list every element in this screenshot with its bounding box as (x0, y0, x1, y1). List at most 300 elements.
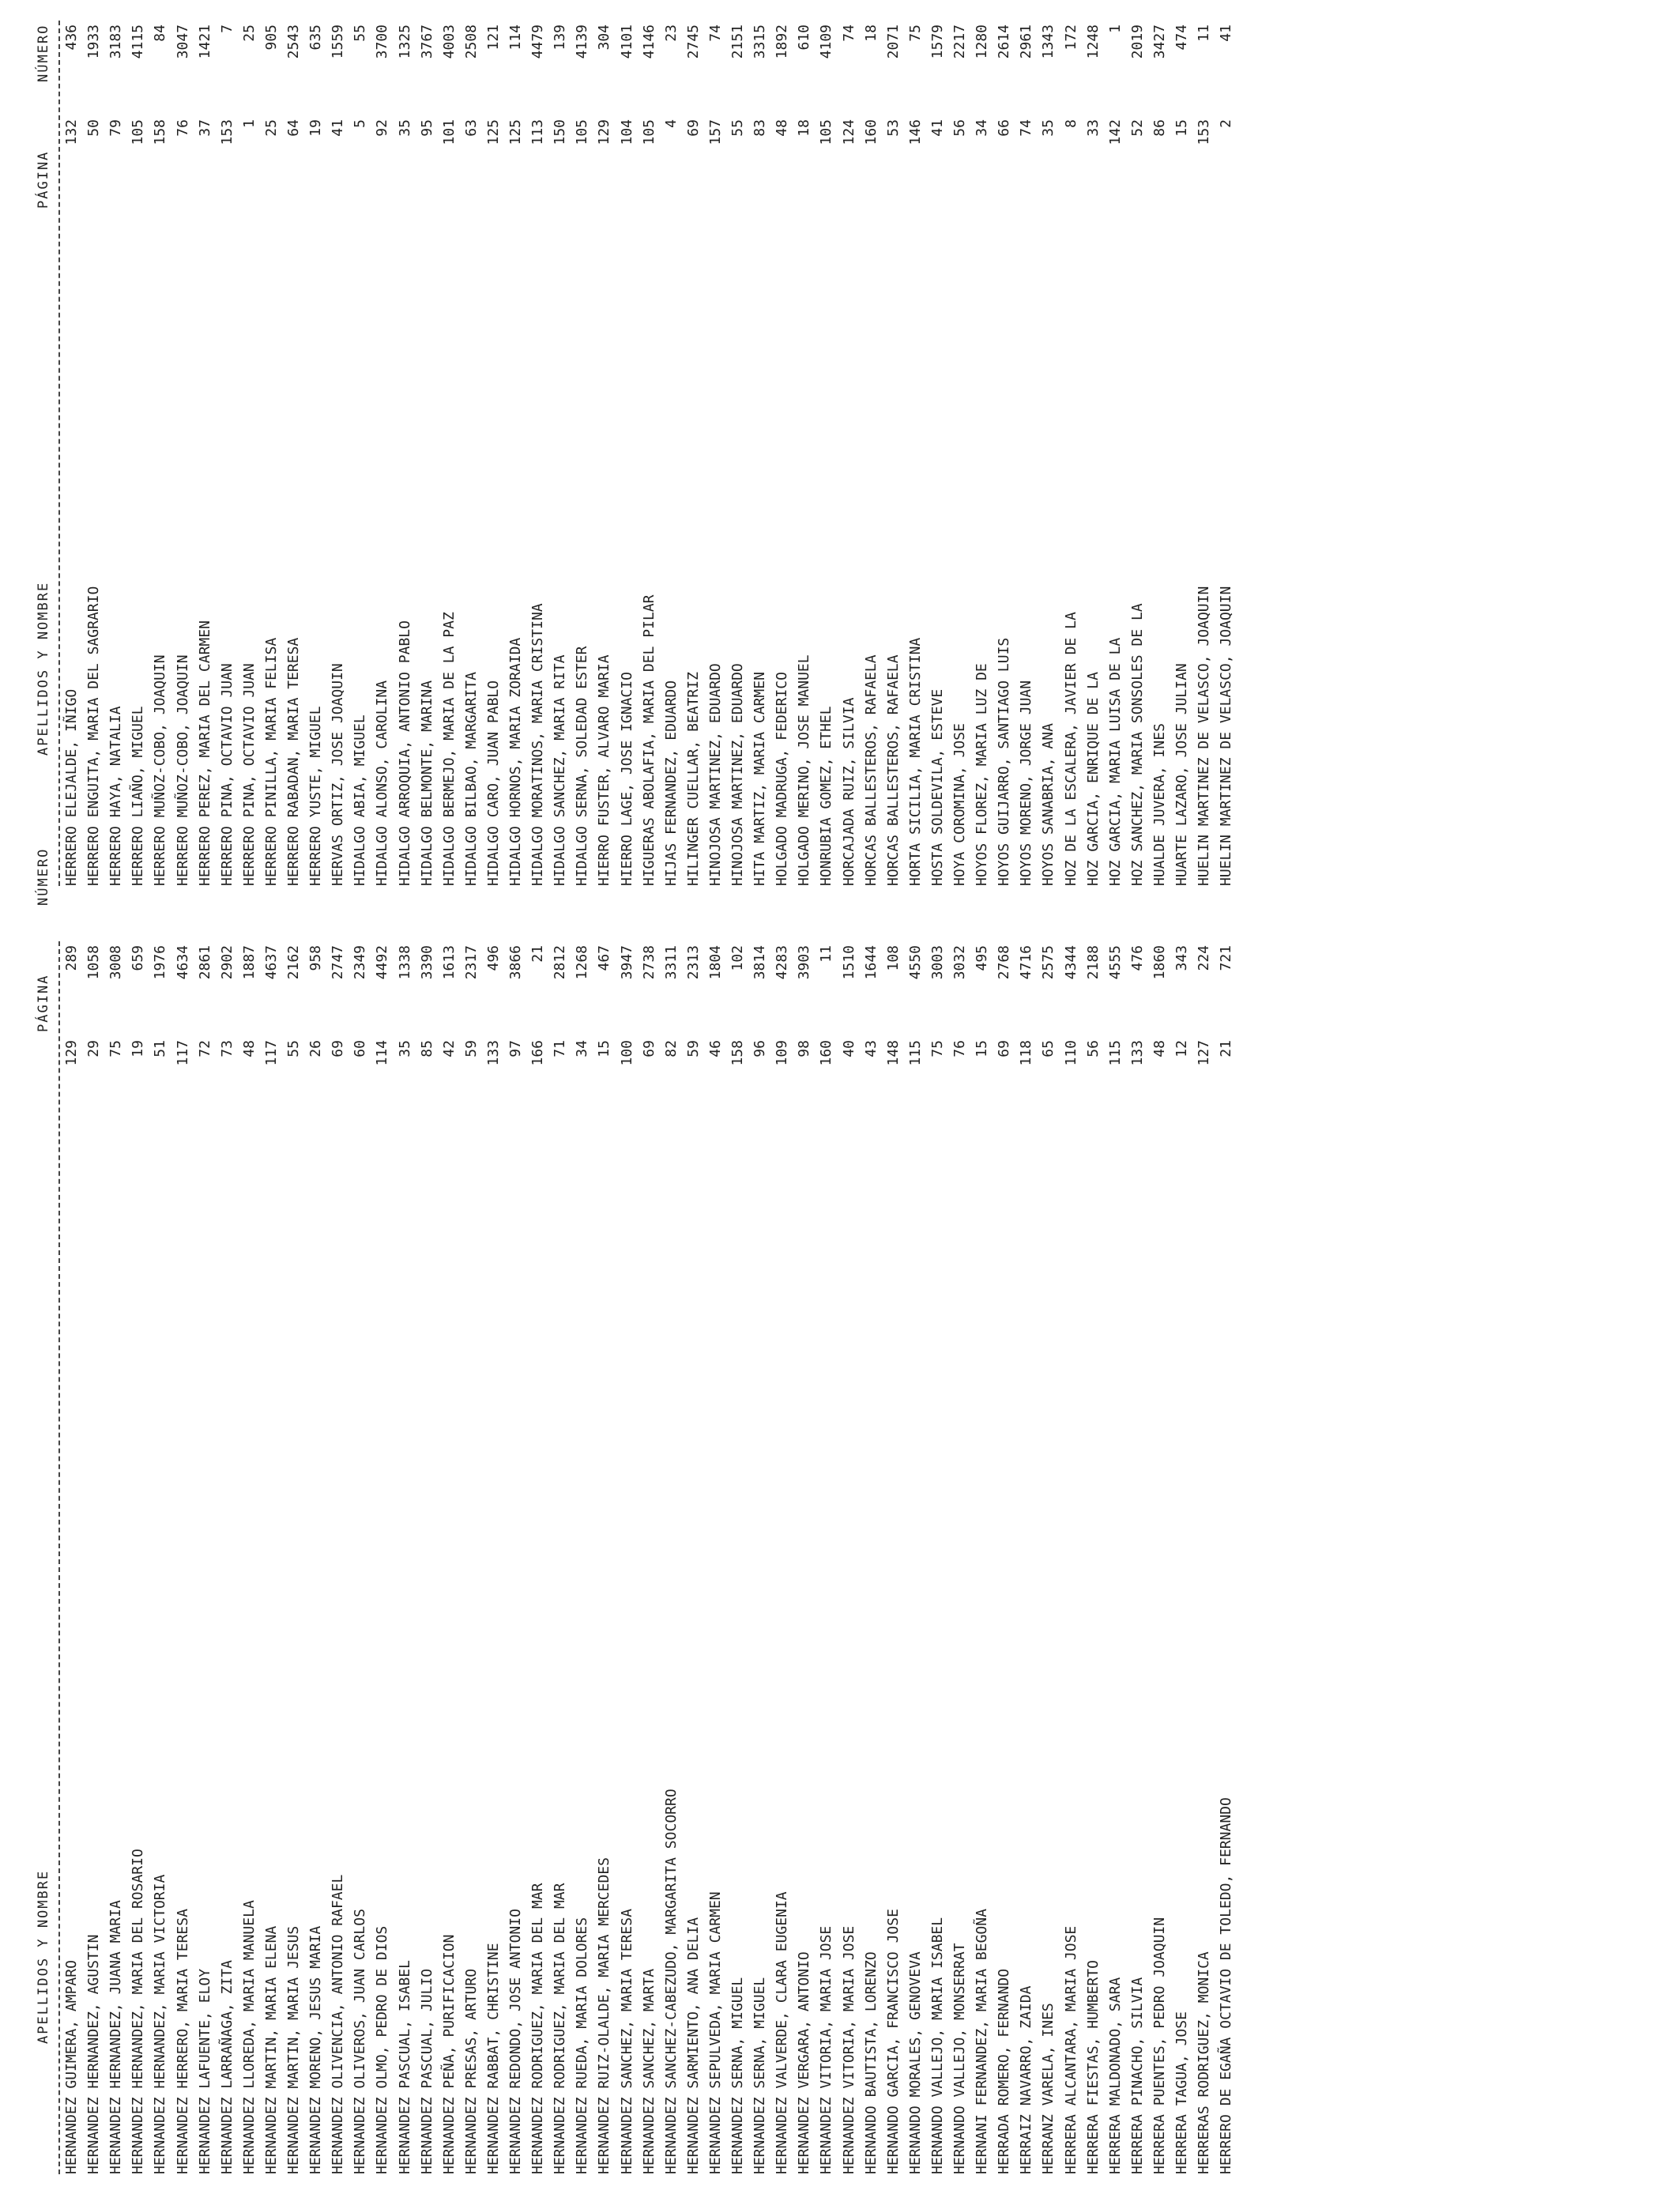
entry-page: 4 (662, 119, 680, 128)
entry-page: 157 (706, 119, 724, 145)
entry-page: 75 (107, 1040, 125, 1057)
entry-row (1063, 21, 1085, 886)
entry-row (107, 21, 130, 886)
entry-number: 3866 (507, 945, 524, 980)
entry-name: HERRERO PINA, OCTAVIO JUAN (218, 663, 235, 886)
entry-page: 55 (285, 1040, 302, 1057)
entry-page: 101 (440, 119, 458, 145)
entry-number: 2019 (1128, 25, 1146, 59)
entry-number: 436 (63, 25, 80, 51)
entry-row (1107, 941, 1129, 2174)
entry-number: 1804 (706, 945, 724, 980)
entry-number: 4555 (1106, 945, 1124, 980)
entry-number: 1887 (240, 945, 258, 980)
entry-row (707, 941, 729, 2174)
entry-page: 86 (1151, 119, 1168, 137)
entry-row (307, 941, 330, 2174)
entry-number: 343 (1173, 945, 1190, 971)
entry-page: 35 (396, 1040, 413, 1057)
entry-name: HIERRO FUSTER, ALVARO MARIA (596, 654, 613, 886)
entry-number: 4492 (374, 945, 391, 980)
entry-name: HIDALGO ABIA, MIGUEL (352, 714, 369, 886)
entry-name: HERNANDEZ SERNA, MIGUEL (751, 1977, 769, 2174)
entry-number: 3700 (374, 25, 391, 59)
entry-row (796, 941, 818, 2174)
entry-row (1040, 21, 1062, 886)
entry-page: 166 (529, 1040, 547, 1066)
entry-number: 495 (974, 945, 991, 971)
entry-name: HERRERO YUSTE, MIGUEL (307, 706, 325, 886)
entry-page: 160 (862, 119, 880, 145)
entry-name: HIDALGO SERNA, SOLEDAD ESTER (574, 646, 591, 886)
entry-page: 92 (374, 119, 391, 137)
entry-page: 129 (63, 1040, 80, 1066)
entry-row (219, 941, 241, 2174)
entry-page: 125 (484, 119, 502, 145)
entry-page: 66 (996, 119, 1013, 137)
entry-row (241, 21, 263, 886)
entry-row (307, 21, 330, 886)
entry-page: 19 (130, 1040, 147, 1057)
entry-page: 37 (196, 119, 213, 137)
entry-name: HOYOS GUIJARRO, SANTIAGO LUIS (996, 637, 1013, 886)
entry-name: HOYOS FLOREZ, MARIA LUZ DE (974, 663, 991, 886)
entry-number: 635 (307, 25, 325, 51)
entry-number: 2508 (462, 25, 480, 59)
entry-name: HIDALGO ALONSO, CAROLINA (374, 680, 391, 886)
entry-row (619, 941, 641, 2174)
entry-row (285, 21, 307, 886)
entry-page: 117 (174, 1040, 191, 1066)
entry-row (1151, 941, 1173, 2174)
entry-page: 75 (929, 1040, 946, 1057)
entry-page: 46 (706, 1040, 724, 1057)
entry-row (885, 941, 907, 2174)
entry-row (663, 21, 685, 886)
entry-row (1018, 941, 1040, 2174)
entry-name: HERRERO DE EGAÑA OCTAVIO DE TOLEDO, FERNANDO (1218, 1797, 1235, 2174)
entry-number: 108 (884, 945, 902, 971)
entry-page: 115 (906, 1040, 924, 1066)
entry-page: 105 (130, 119, 147, 145)
entry-number: 74 (840, 25, 857, 42)
entry-page: 1 (240, 119, 258, 128)
entry-name: HERNANDEZ VITORIA, MARIA JOSE (840, 1925, 857, 2174)
entry-name: HIDALGO BILBAO, MARGARITA (462, 672, 480, 886)
entry-row (485, 941, 507, 2174)
entry-name: HIDALGO BELMONTE, MARINA (418, 680, 435, 886)
entry-row (85, 21, 107, 886)
entry-number: 4637 (262, 945, 280, 980)
entry-row (529, 941, 552, 2174)
entry-name: HERNANDEZ RUIZ-OLALDE, MARIA MERCEDES (596, 1857, 613, 2174)
entry-number: 2745 (684, 25, 702, 59)
entry-row (419, 21, 441, 886)
entry-number: 23 (662, 25, 680, 42)
entry-number: 2151 (729, 25, 746, 59)
entry-name: HERNANDEZ REDONDO, JOSE ANTONIO (507, 1909, 524, 2174)
entry-page: 63 (462, 119, 480, 137)
entry-row (197, 21, 219, 886)
entry-name: HINOJOSA MARTINEZ, EDUARDO (729, 663, 746, 886)
entry-row (996, 941, 1018, 2174)
entry-page: 15 (1173, 119, 1190, 137)
entry-name: HIDALGO MORATINOS, MARIA CRISTINA (529, 603, 547, 886)
entry-page: 158 (152, 119, 169, 145)
entry-number: 84 (152, 25, 169, 42)
entry-page: 25 (262, 119, 280, 137)
entry-row (374, 21, 396, 886)
entry-name: HOYOS MORENO, JORGE JUAN (1018, 680, 1035, 886)
entry-page: 105 (640, 119, 657, 145)
entry-page: 109 (774, 1040, 791, 1066)
entry-number: 2747 (330, 945, 347, 980)
entry-name: HERRERO RABADAN, MARIA TERESA (285, 637, 302, 886)
entry-name: HERNANDEZ VALVERDE, CLARA EUGENIA (774, 1891, 791, 2174)
entry-name: HERRERA TAGUA, JOSE (1173, 2011, 1190, 2174)
entry-number: 1268 (574, 945, 591, 980)
entry-page: 76 (174, 119, 191, 137)
entry-row (107, 941, 130, 2174)
entry-row (85, 941, 107, 2174)
entry-number: 1343 (1040, 25, 1057, 59)
entry-number: 2575 (1040, 945, 1057, 980)
entry-name: HERRERA MALDONADO, SARA (1106, 1977, 1124, 2174)
entry-number: 1933 (85, 25, 103, 59)
entry-row (1040, 941, 1062, 2174)
entry-name: HERNANDEZ RODRIGUEZ, MARIA DEL MAR (529, 1883, 547, 2174)
entry-name: HILINGER CUELLAR, BEATRIZ (684, 672, 702, 886)
entry-number: 610 (796, 25, 813, 51)
entry-page: 26 (307, 1040, 325, 1057)
entry-page: 40 (840, 1040, 857, 1057)
entry-page: 41 (929, 119, 946, 137)
entry-page: 48 (774, 119, 791, 137)
entry-number: 2614 (996, 25, 1013, 59)
entry-number: 2317 (462, 945, 480, 980)
entry-name: HERRERO PEREZ, MARIA DEL CARMEN (196, 620, 213, 886)
entry-number: 41 (1218, 25, 1235, 42)
entry-name: HERNANDEZ SEPULVEDA, MARIA CARMEN (706, 1891, 724, 2174)
entry-number: 224 (1196, 945, 1213, 971)
entry-number: 4550 (906, 945, 924, 980)
entry-row (974, 21, 996, 886)
entry-row (1085, 941, 1107, 2174)
entry-name: HERRERA FIESTAS, HUMBERTO (1084, 1960, 1102, 2174)
entry-page: 153 (1196, 119, 1213, 145)
entry-name: HERNANDEZ OLIVENCIA, ANTONIO RAFAEL (330, 1874, 347, 2174)
entry-name: HERNANDEZ MORENO, JESUS MARIA (307, 1925, 325, 2174)
entry-name: HERNANI FERNANDEZ, MARIA BEGOÑA (974, 1909, 991, 2174)
entry-row (63, 21, 85, 886)
entry-name: HERNANDO VALLEJO, MARIA ISABEL (929, 1917, 946, 2174)
entry-name: HERNANDEZ SARMIENTO, ANA DELIA (684, 1917, 702, 2174)
entry-name: HOLGADO MADRUGA, FEDERICO (774, 672, 791, 886)
entry-number: 2162 (285, 945, 302, 980)
entry-page: 96 (751, 1040, 769, 1057)
entry-number: 21 (529, 945, 547, 963)
entry-row (263, 21, 285, 886)
entry-number: 2861 (196, 945, 213, 980)
entry-row (818, 21, 840, 886)
entry-name: HIGUERAS ABOLAFIA, MARIA DEL PILAR (640, 594, 657, 886)
entry-number: 4146 (640, 25, 657, 59)
entry-page: 43 (862, 1040, 880, 1057)
entry-name: HERNANDEZ HERNANDEZ, AGUSTIN (85, 1934, 103, 2174)
left-header-number: NÚMERO (36, 847, 51, 906)
entry-name: HOLGADO MERINO, JOSE MANUEL (796, 654, 813, 886)
entry-name: HIERRO LAGE, JOSE IGNACIO (618, 672, 635, 886)
entry-page: 33 (1084, 119, 1102, 137)
entry-page: 65 (1040, 1040, 1057, 1057)
entry-row (529, 21, 552, 886)
entry-name: HERNANDEZ SANCHEZ-CABEZUDO, MARGARITA SOCORRO (662, 1789, 680, 2174)
entry-row (507, 21, 529, 886)
entry-number: 139 (552, 25, 569, 51)
entry-number: 4479 (529, 25, 547, 59)
entry-row (929, 21, 951, 886)
entry-page: 129 (596, 119, 613, 145)
entry-name: HERNANDO MORALES, GENOVEVA (906, 1951, 924, 2174)
right-header-number: NÚMERO (36, 24, 51, 82)
entry-name: HIDALGO BERMEJO, MARIA DE LA PAZ (440, 612, 458, 886)
entry-number: 3767 (418, 25, 435, 59)
entry-number: 1613 (440, 945, 458, 980)
entry-name: HERNANDEZ RODRIGUEZ, MARIA DEL MAR (552, 1883, 569, 2174)
entry-row (1129, 21, 1151, 886)
entry-row (619, 21, 641, 886)
entry-page: 18 (796, 119, 813, 137)
entry-number: 659 (130, 945, 147, 971)
entry-number: 1058 (85, 945, 103, 980)
entry-page: 59 (462, 1040, 480, 1057)
entry-name: HUALDE JUVERA, INES (1151, 723, 1168, 886)
entry-page: 72 (196, 1040, 213, 1057)
entry-row (1129, 941, 1151, 2174)
entry-row (774, 21, 796, 886)
entry-row (352, 21, 374, 886)
entry-number: 3311 (662, 945, 680, 980)
entry-name: HOYA COROMINA, JOSE (951, 723, 968, 886)
entry-row (796, 21, 818, 886)
entry-row (552, 21, 574, 886)
entry-number: 114 (507, 25, 524, 51)
entry-name: HERNANDEZ SERNA, MIGUEL (729, 1977, 746, 2174)
entry-number: 1248 (1084, 25, 1102, 59)
entry-number: 121 (484, 25, 502, 51)
entry-row (863, 21, 885, 886)
entry-number: 1338 (396, 945, 413, 980)
entry-row (841, 21, 863, 886)
entry-page: 124 (840, 119, 857, 145)
entry-number: 2738 (640, 945, 657, 980)
entry-row (130, 21, 152, 886)
entry-number: 4139 (574, 25, 591, 59)
entry-number: 4283 (774, 945, 791, 980)
entry-number: 3814 (751, 945, 769, 980)
entry-page: 132 (63, 119, 80, 145)
entry-number: 3390 (418, 945, 435, 980)
entry-number: 4101 (618, 25, 635, 59)
entry-page: 83 (751, 119, 769, 137)
entry-name: HERNANDEZ MARTIN, MARIA ELENA (262, 1925, 280, 2174)
entry-number: 4716 (1018, 945, 1035, 980)
right-header-page: PÁGINA (36, 150, 51, 209)
entry-row (841, 941, 863, 2174)
entry-name: HERRANZ VARELA, INES (1040, 2003, 1057, 2174)
entry-page: 60 (352, 1040, 369, 1057)
entry-row (663, 941, 685, 2174)
entry-row (285, 941, 307, 2174)
entry-name: HERVAS ORTIZ, JOSE JOAQUIN (330, 663, 347, 886)
entry-number: 11 (818, 945, 835, 963)
entry-row (63, 941, 85, 2174)
entry-number: 1892 (774, 25, 791, 59)
entry-number: 1 (1106, 25, 1124, 33)
entry-page: 56 (951, 119, 968, 137)
entry-name: HERRERO LIAÑO, MIGUEL (130, 706, 147, 886)
entry-page: 69 (996, 1040, 1013, 1057)
entry-name: HORCAS BALLESTEROS, RAFAELA (884, 654, 902, 886)
entry-number: 4634 (174, 945, 191, 980)
entry-page: 95 (418, 119, 435, 137)
entry-number: 304 (596, 25, 613, 51)
entry-page: 127 (1196, 1040, 1213, 1066)
entry-name: HERRERO ELEJALDE, IÑIGO (63, 688, 80, 886)
entry-number: 74 (706, 25, 724, 42)
entry-page: 69 (640, 1040, 657, 1057)
left-header-name: APELLIDOS Y NOMBRE (36, 1869, 51, 2044)
entry-page: 160 (818, 1040, 835, 1066)
entry-page: 71 (552, 1040, 569, 1057)
entry-page: 100 (618, 1040, 635, 1066)
entry-row (641, 941, 663, 2174)
entry-name: HORCAS BALLESTEROS, RAFAELA (862, 654, 880, 886)
entry-row (241, 941, 263, 2174)
entry-number: 467 (596, 945, 613, 971)
entry-page: 117 (262, 1040, 280, 1066)
entry-name: HERRERO MUÑOZ-COBO, JOAQUIN (174, 654, 191, 886)
entry-number: 2961 (1018, 25, 1035, 59)
entry-number: 3183 (107, 25, 125, 59)
entry-row (175, 21, 197, 886)
entry-name: HERNANDEZ HERNANDEZ, MARIA VICTORIA (152, 1874, 169, 2174)
entry-page: 113 (529, 119, 547, 145)
entry-page: 69 (684, 119, 702, 137)
entry-row (596, 941, 618, 2174)
entry-page: 110 (1062, 1040, 1079, 1066)
entry-name: HOSTA SOLDEVILA, ESTEVE (929, 688, 946, 886)
entry-row (1173, 941, 1196, 2174)
entry-row (463, 21, 485, 886)
entry-page: 2 (1218, 119, 1235, 128)
entry-name: HIDALGO CARO, JUAN PABLO (484, 680, 502, 886)
entry-row (552, 941, 574, 2174)
entry-page: 41 (330, 119, 347, 137)
entry-row (1151, 21, 1173, 886)
entry-name: HIDALGO HORNOS, MARIA ZORAIDA (507, 637, 524, 886)
entry-row (197, 941, 219, 2174)
entry-row (397, 21, 419, 886)
entry-name: HERNANDEZ RUEDA, MARIA DOLORES (574, 1917, 591, 2174)
entry-name: HERNANDEZ LLOREDA, MARIA MANUELA (240, 1900, 258, 2174)
entry-row (397, 941, 419, 2174)
entry-row (641, 21, 663, 886)
entry-number: 4115 (130, 25, 147, 59)
entry-page: 50 (85, 119, 103, 137)
entry-name: HERNANDEZ PEÑA, PURIFICACION (440, 1934, 458, 2174)
entry-row (152, 21, 174, 886)
entry-row (907, 941, 929, 2174)
entry-name: HERNANDEZ HERRERO, MARIA TERESA (174, 1909, 191, 2174)
entry-page: 158 (729, 1040, 746, 1066)
entry-number: 1860 (1151, 945, 1168, 980)
entry-name: HERNANDEZ OLIVEROS, JUAN CARLOS (352, 1909, 369, 2174)
entry-number: 2902 (218, 945, 235, 980)
entry-name: HERNANDEZ HERNANDEZ, MARIA DEL ROSARIO (130, 1849, 147, 2174)
entry-page: 114 (374, 1040, 391, 1066)
entry-name: HERRERO HAYA, NATALIA (107, 706, 125, 886)
entry-row (707, 21, 729, 886)
entry-number: 3003 (929, 945, 946, 980)
entry-number: 3008 (107, 945, 125, 980)
entry-page: 133 (484, 1040, 502, 1066)
entry-name: HERRAIZ NAVARRO, ZAIDA (1018, 1985, 1035, 2174)
entry-number: 4344 (1062, 945, 1079, 980)
entry-row (419, 941, 441, 2174)
entry-row (907, 21, 929, 886)
entry-row (929, 941, 951, 2174)
entry-row (374, 941, 396, 2174)
entry-row (885, 21, 907, 886)
entry-row (818, 941, 840, 2174)
entry-name: HERNANDO VALLEJO, MONSERRAT (951, 1943, 968, 2174)
entry-name: HOZ GARCIA, ENRIQUE DE LA (1084, 672, 1102, 886)
entry-row (574, 21, 596, 886)
entry-number: 3315 (751, 25, 769, 59)
entry-page: 85 (418, 1040, 435, 1057)
entry-row (1196, 21, 1218, 886)
entry-name: HITA MARTIZ, MARIA CARMEN (751, 672, 769, 886)
entry-page: 12 (1173, 1040, 1190, 1057)
entry-name: HINOJOSA MARTINEZ, EDUARDO (706, 663, 724, 886)
entry-number: 2188 (1084, 945, 1102, 980)
entry-number: 55 (352, 25, 369, 42)
entry-name: HIDALGO SANCHEZ, MARIA RITA (552, 654, 569, 886)
entry-row (1107, 21, 1129, 886)
entry-number: 2543 (285, 25, 302, 59)
entry-row (263, 941, 285, 2174)
entry-row (951, 21, 974, 886)
entry-row (441, 21, 463, 886)
entry-page: 55 (729, 119, 746, 137)
entry-row (574, 941, 596, 2174)
entry-name: HERNANDEZ GUIMERA, AMPARO (63, 1960, 80, 2174)
entry-name: HERNANDEZ LARRAÑAGA, ZITA (218, 1960, 235, 2174)
entry-page: 42 (440, 1040, 458, 1057)
entry-number: 3032 (951, 945, 968, 980)
entry-page: 79 (107, 119, 125, 137)
entry-name: HERNANDEZ PASCUAL, JULIO (418, 1968, 435, 2174)
entry-number: 2768 (996, 945, 1013, 980)
entry-row (1173, 21, 1196, 886)
entry-name: HERRERO MUÑOZ-COBO, JOAQUIN (152, 654, 169, 886)
entry-number: 172 (1062, 25, 1079, 51)
entry-row (751, 941, 774, 2174)
entry-page: 150 (552, 119, 569, 145)
right-header-name: APELLIDOS Y NOMBRE (36, 581, 51, 756)
entry-name: HERNANDEZ LAFUENTE, ELOY (196, 1968, 213, 2174)
